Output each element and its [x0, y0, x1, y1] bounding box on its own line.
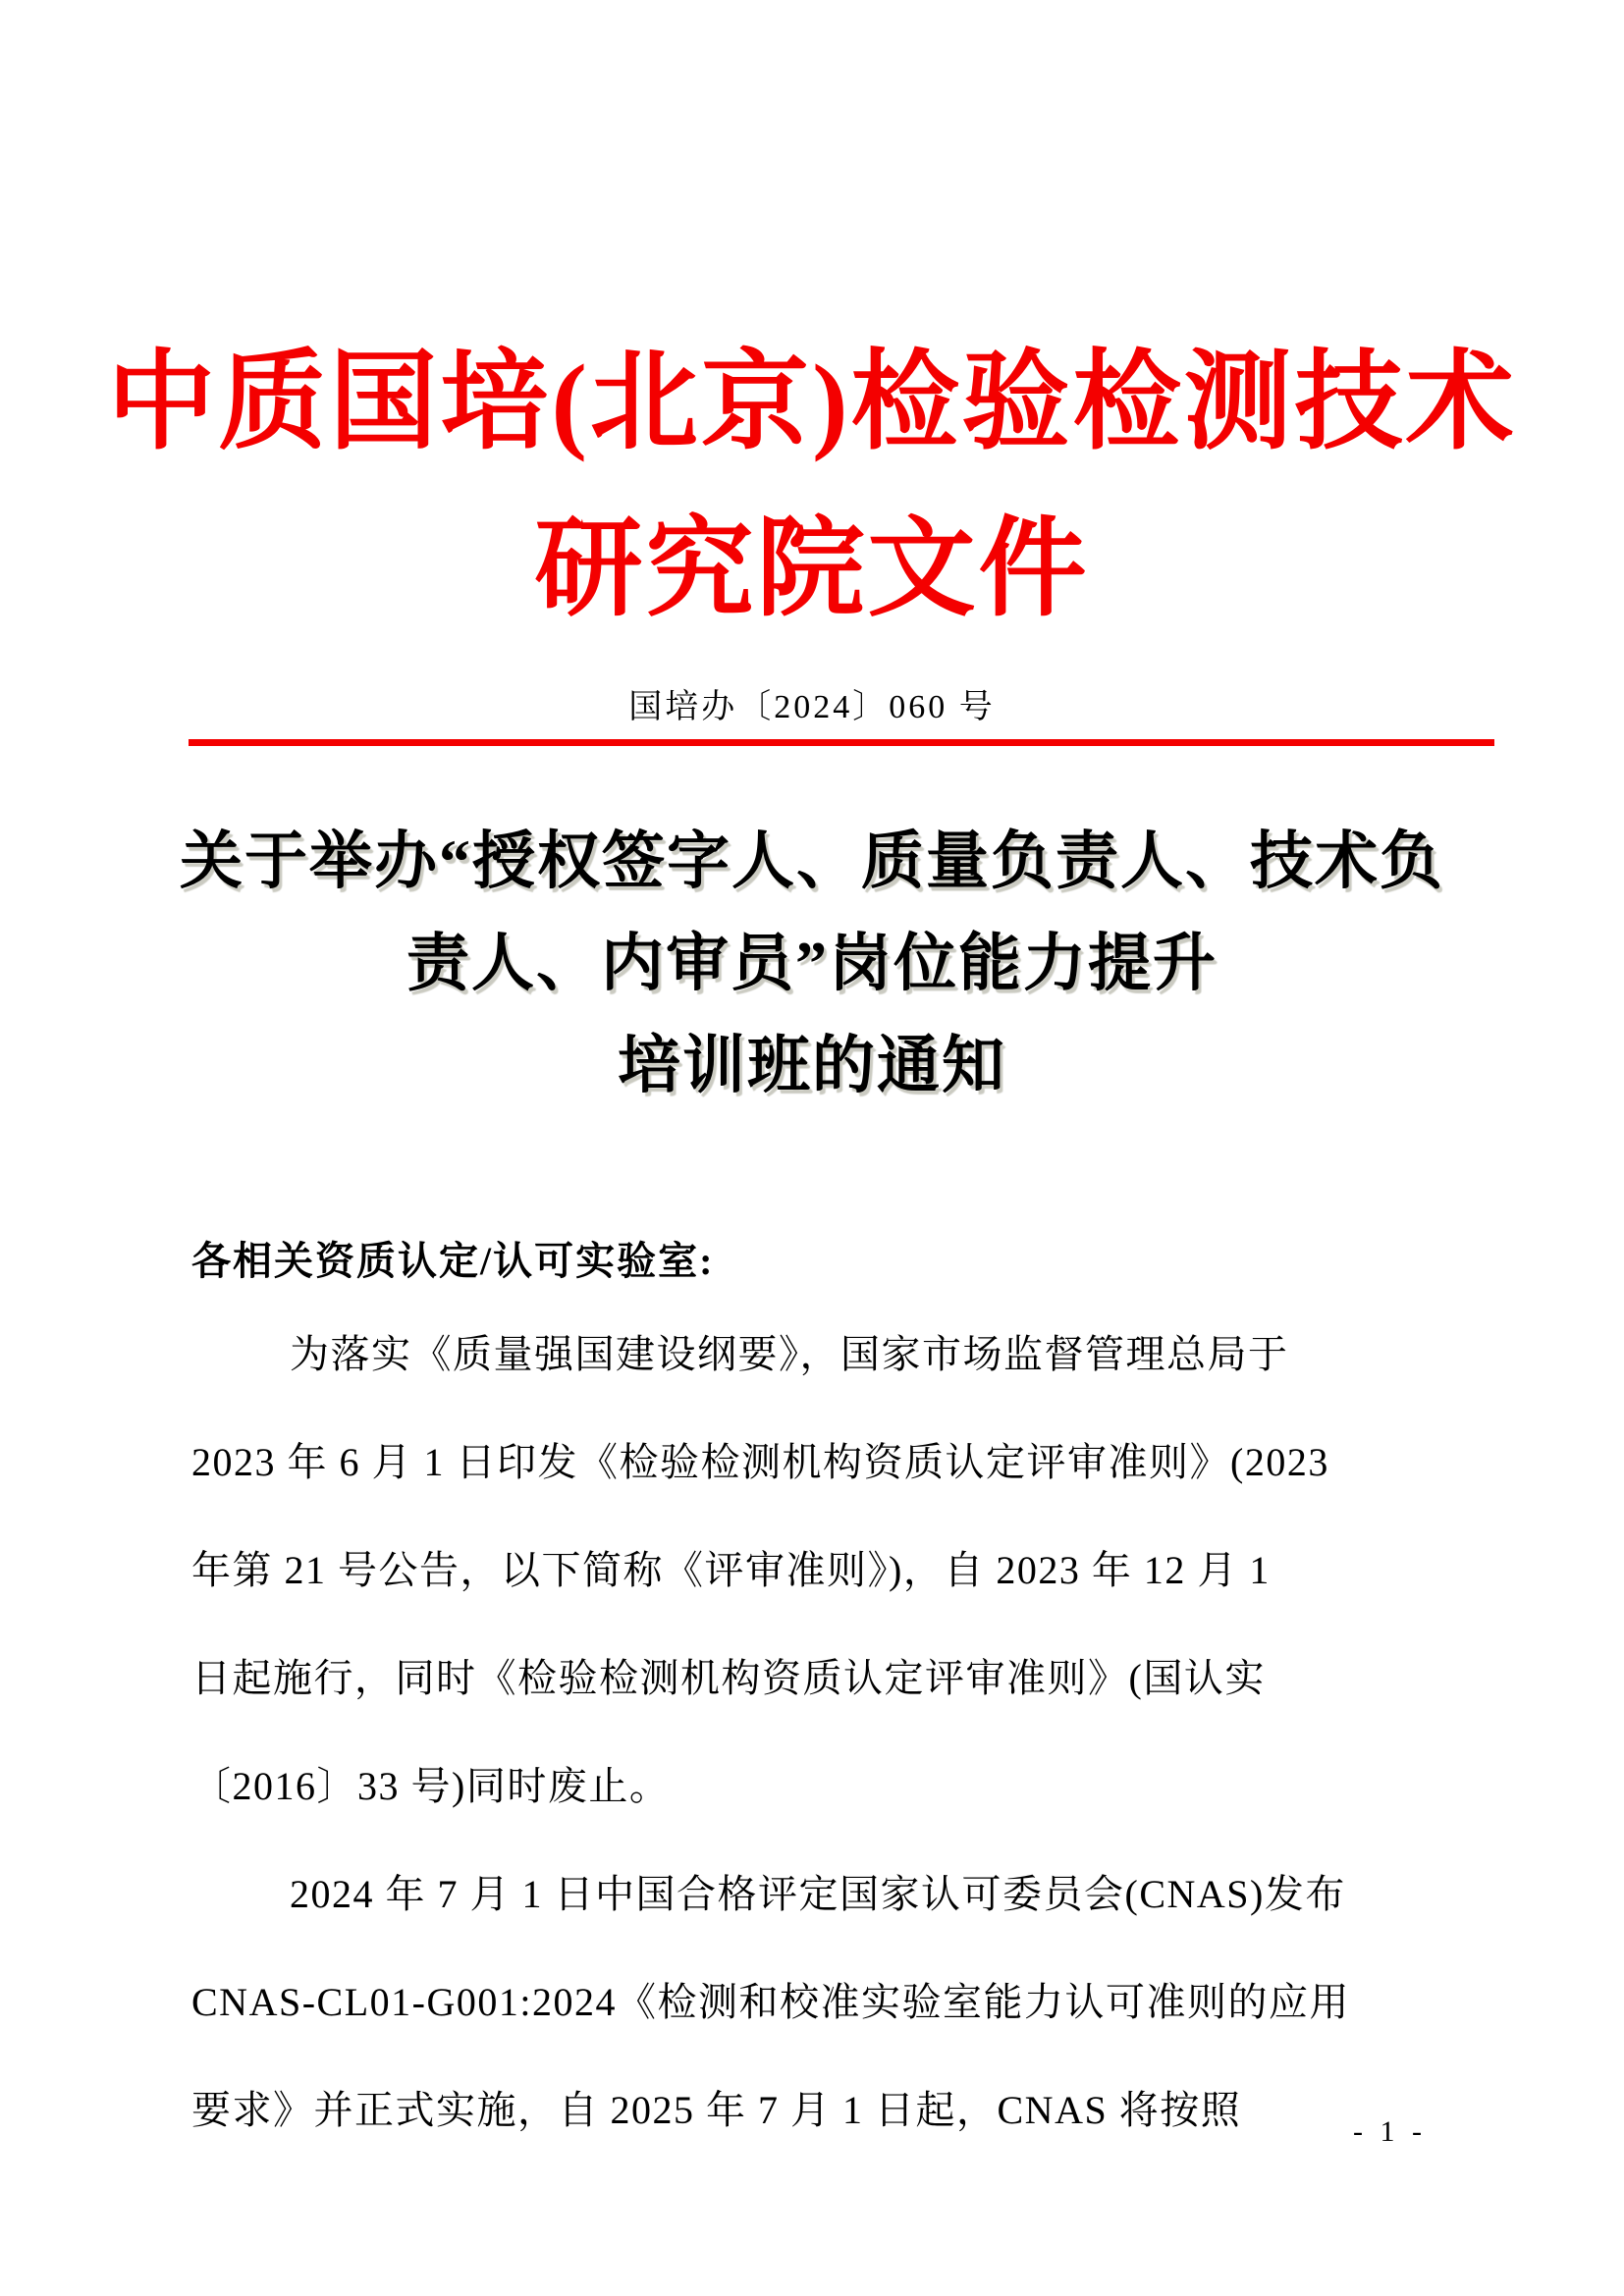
doc-number: 国培办〔2024〕060 号 — [628, 689, 996, 725]
paragraph2-line3: 要求》并正式实施，自 2025 年 7 月 1 日起，CNAS 将按照 — [191, 2088, 1242, 2132]
org-title-line1: 中质国培(北京)检验检测技术 — [107, 343, 1517, 462]
paragraph1-line2: 2023 年 6 月 1 日印发《检验检测机构资质认定评审准则》(2023 — [191, 1440, 1329, 1484]
notice-title — [0, 811, 1624, 1117]
paragraph1-line1: 为落实《质量强国建设纲要》，国家市场监督管理总局于 — [290, 1332, 1289, 1376]
paragraph1-line5: 〔2016〕33 号)同时废止。 — [191, 1764, 671, 1808]
body-paragraphs — [191, 1301, 1479, 2164]
red-divider-rule — [189, 739, 1494, 746]
salutation: 各相关资质认定/认可实验室: — [191, 1239, 715, 1283]
paragraph1-line3: 年第 21 号公告，以下简称《评审准则》)，自 2023 年 12 月 1 — [191, 1548, 1271, 1592]
page-number: - 1 - — [1353, 2115, 1427, 2148]
notice-title-line2: 责人、内审员”岗位能力提升 — [406, 929, 1218, 998]
org-title-line2: 研究院文件 — [534, 509, 1090, 629]
document-header-title — [0, 319, 1624, 653]
paragraph2-line2: CNAS-CL01-G001:2024《检测和校准实验室能力认可准则的应用 — [191, 1980, 1350, 2024]
notice-title-line1: 关于举办“授权签字人、质量负责人、技术负 — [180, 827, 1444, 896]
paragraph2-line1: 2024 年 7 月 1 日中国合格评定国家认可委员会(CNAS)发布 — [290, 1872, 1346, 1916]
notice-title-line3: 培训班的通知 — [618, 1031, 1006, 1100]
paragraph1-line4: 日起施行，同时《检验检测机构资质认定评审准则》(国认实 — [191, 1656, 1266, 1700]
